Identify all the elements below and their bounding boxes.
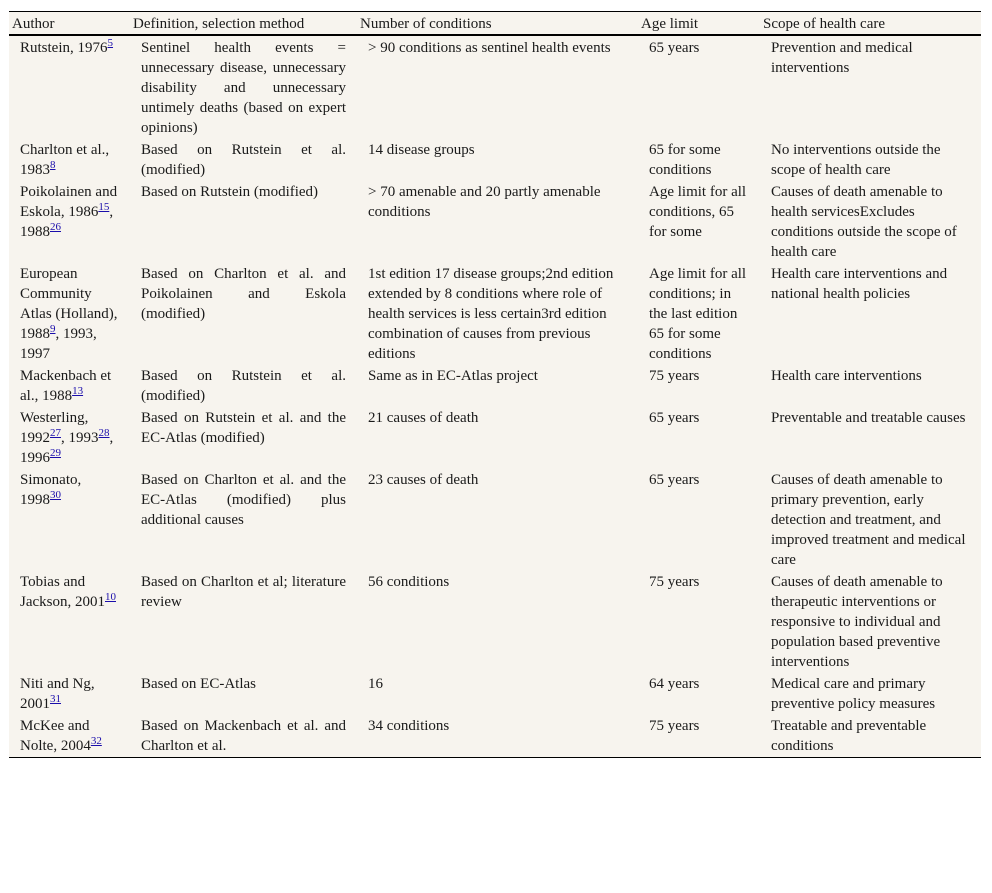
author-text: Niti and Ng, 2001 [20,676,95,712]
reference-link[interactable]: 10 [105,591,116,603]
age-limit-cell: 65 for some conditions [649,142,721,178]
author-text: European Community Atlas (Holland), 1988 [20,266,118,342]
reference-superscript [50,691,61,705]
reference-superscript [50,445,61,459]
definition-cell: Based on Charlton et al. and the EC-Atlas (modified) plus additional causes [141,472,346,528]
header-conditions: Number of conditions [356,12,637,35]
table-row [9,715,981,757]
reference-link[interactable]: 5 [107,37,114,49]
definition-cell: Based on Rutstein et al. (modified) [141,142,346,178]
author-cell [9,673,129,715]
table-row [9,571,981,673]
header-age-limit: Age limit [637,12,759,35]
conditions-cell: 1st edition 17 disease groups;2nd edition extended by 8 conditions where role of health services is less certain3rd edition combination of causes from previous editions [368,266,614,362]
definition-cell: Based on Rutstein (modified) [141,184,319,200]
scope-cell: Causes of death amenable to health servicesExcludes conditions outside the scope of health care [771,184,957,260]
reference-link[interactable]: 30 [50,489,61,501]
table-header [9,12,981,35]
table-row [9,35,981,139]
definition-cell: Based on Mackenbach et al. and Charlton et al. [141,718,346,754]
definition-cell: Based on Charlton et al; literature review [141,574,346,610]
header-scope: Scope of health care [759,12,981,35]
conditions-cell: Same as in EC-Atlas project [368,368,538,384]
conditions-cell: 21 causes of death [368,410,479,426]
reference-superscript [91,733,102,747]
conditions-cell: 56 conditions [368,574,450,590]
author-cell [9,365,129,407]
reference-link[interactable]: 15 [98,201,110,213]
table-row [9,181,981,263]
reference-superscript [105,589,116,603]
reference-link[interactable]: 26 [50,221,61,233]
author-cell [9,181,129,263]
author-text: Simonato, 1998 [20,472,82,508]
author-text: Tobias and Jackson, 2001 [20,574,105,610]
table-row [9,469,981,571]
definition-cell: Based on Rutstein et al. (modified) [141,368,346,404]
reference-link[interactable]: 28 [98,427,110,439]
table-row [9,407,981,469]
author-cell [9,469,129,571]
author-cell [9,715,129,757]
table-body [9,35,981,757]
age-limit-cell: Age limit for all conditions; in the last edition 65 for some conditions [649,266,747,362]
author-text: Poikolainen and Eskola, 1986 [20,184,118,220]
conditions-cell: 16 [368,676,383,692]
reference-link[interactable]: 8 [50,159,56,171]
scope-cell: Treatable and preventable conditions [771,718,927,754]
age-limit-cell: 65 years [649,40,700,56]
header-author: Author [9,12,129,35]
age-limit-cell: 75 years [649,718,700,734]
conditions-cell: 14 disease groups [368,142,475,158]
definition-cell: Sentinel health events = unnecessary disease, unnecessary disability and unnecessary untimely deaths (based on expert opinions) [141,40,346,136]
conditions-cell: 23 causes of death [368,472,479,488]
author-cell [9,35,129,139]
reference-link[interactable]: 13 [72,385,84,397]
reference-superscript [108,35,114,49]
reference-link[interactable]: 29 [50,447,61,459]
age-limit-cell: 65 years [649,472,700,488]
age-limit-cell: 75 years [649,574,700,590]
scope-cell: Preventable and treatable causes [771,410,966,426]
header-definition: Definition, selection method [129,12,356,35]
author-text: McKee and Nolte, 2004 [20,718,91,754]
definition-cell: Based on EC-Atlas [141,676,256,692]
conditions-cell: > 70 amenable and 20 partly amenable conditions [368,184,601,220]
author-text: , 1996 [20,430,114,466]
scope-cell: Health care interventions and national health policies [771,266,948,302]
reference-link[interactable]: 32 [90,735,102,747]
scope-cell: Medical care and primary preventive policy measures [771,676,936,712]
age-limit-cell: 64 years [649,676,700,692]
reference-superscript [99,425,110,439]
scope-cell: Health care interventions [771,368,922,384]
reference-link[interactable]: 27 [50,427,61,439]
author-cell [9,139,129,181]
table-row [9,365,981,407]
age-limit-cell: Age limit for all conditions, 65 for some [649,184,747,240]
reference-superscript [50,157,56,171]
table-row [9,139,981,181]
reference-link[interactable]: 9 [50,323,56,335]
header-row [9,12,981,35]
scope-cell: Prevention and medical interventions [771,40,913,76]
author-text: , 1993 [61,430,99,446]
reference-superscript [50,219,61,233]
definition-cell: Based on Charlton et al. and Poikolainen and Eskola (modified) [141,266,346,322]
reference-link[interactable]: 31 [50,693,61,705]
definition-cell: Based on Rutstein et al. and the EC-Atlas (modified) [141,410,346,446]
author-cell [9,571,129,673]
conditions-cell: 34 conditions [368,718,450,734]
table-row [9,263,981,365]
definitions-table [9,12,981,757]
scope-cell: Causes of death amenable to primary prevention, early detection and treatment, and improved treatment and medical care [771,472,966,568]
reference-superscript [50,425,61,439]
author-text: Charlton et al., 1983 [20,142,110,178]
scope-cell: Causes of death amenable to therapeutic interventions or responsive to individual and population based preventive interventions [771,574,943,670]
author-text: , 1988 [20,204,114,240]
age-limit-cell: 65 years [649,410,700,426]
reference-superscript [50,487,61,501]
author-text: Rutstein, 1976 [20,40,108,56]
scope-cell: No interventions outside the scope of health care [771,142,941,178]
author-cell [9,263,129,365]
reference-superscript [72,383,83,397]
reference-superscript [98,199,109,213]
definitions-table-container [9,11,981,758]
author-text: Mackenbach et al., 1988 [20,368,112,404]
author-text: Westerling, 1992 [20,410,89,446]
author-text: , 1993, 1997 [20,326,97,362]
author-cell [9,407,129,469]
table-row [9,673,981,715]
conditions-cell: > 90 conditions as sentinel health events [368,40,611,56]
age-limit-cell: 75 years [649,368,700,384]
